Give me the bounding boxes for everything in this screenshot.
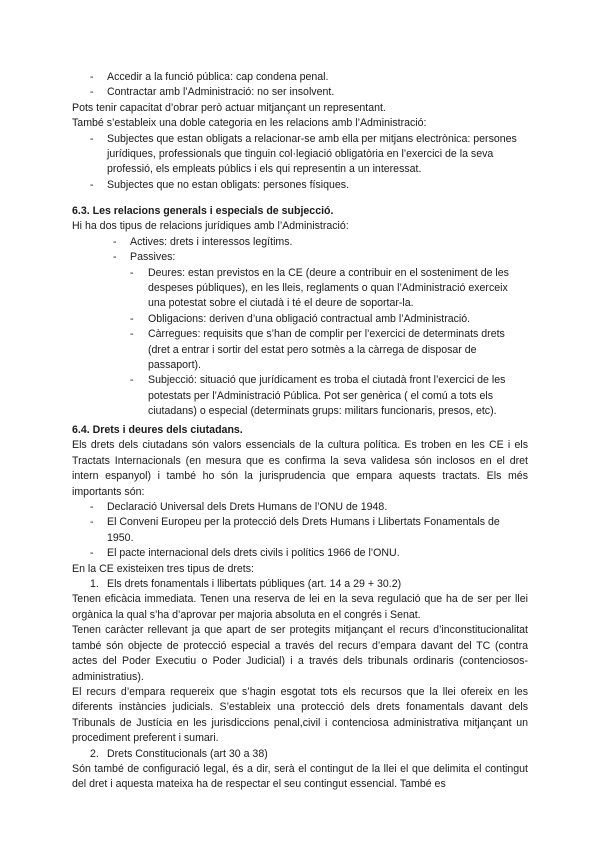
list-item [72, 85, 528, 100]
intro-block [72, 70, 528, 193]
section-heading: 6.4. Drets i deures dels ciutadans. [72, 424, 243, 436]
list-item-text: Declaració Universal dels Drets Humans de l’ONU de 1948. [107, 501, 388, 514]
dash-bullet: - [90, 547, 94, 560]
section-intro: Els drets dels ciutadans són valors essencials de la cultura política. Es troben en les CE i els Tractats Internacionals (en mesura que es confirma la seva validesa són inclosos en el dret intern espanyol) i també ho són la jurisprudencia que empara aquests tractats. Els més importants són: [72, 439, 528, 498]
dash-bullet: - [90, 86, 94, 99]
list-item [72, 546, 528, 561]
dash-bullet: - [90, 132, 94, 145]
sub-list-item [72, 266, 528, 312]
item-number: 2. [90, 747, 99, 760]
dash-bullet: - [130, 266, 134, 279]
list-item-text: Deures: estan previstos en la CE (deure a contribuir en el sosteniment de les despeses públiques), en les lleis, reglaments o quan l’Administració exerceix una potestat sobre el ciutadà i té el deure de soportar-la. [148, 266, 509, 310]
section-intro: Hi ha dos tipus de relacions jurídiques amb l’Administració: [72, 220, 349, 233]
list-item-text: Subjectes que estan obligats a relacionar-se amb ella per mitjans electrònica: persones jurídiques, professionals que tinguin col·legiació obligatòria en l’exercici de la seva professió, els empleats públics i els qui representin a un interessat. [107, 132, 517, 176]
dash-bullet: - [130, 374, 134, 387]
list-item-text: Passives: [130, 251, 176, 264]
list-item-text: El Conveni Europeu per la protecció dels Drets Humans i Llibertats Fonamentals de 1950. [107, 516, 500, 544]
list-item-text: Subjectes que no estan obligats: persones físiques. [107, 178, 350, 191]
section-6-3 [72, 204, 528, 420]
dash-bullet: - [90, 501, 94, 514]
item-number: 1. [90, 578, 99, 591]
paragraph-tipus: En la CE existeixen tres tipus de drets: [72, 562, 254, 575]
dash-bullet: - [130, 312, 134, 325]
section-6-4 [72, 423, 528, 793]
numbered-item-2 [72, 747, 528, 762]
numbered-item-text: Drets Constitucionals (art 30 a 38) [107, 747, 268, 760]
list-item [72, 178, 528, 193]
dash-bullet: - [113, 251, 117, 264]
list-item [72, 70, 528, 85]
list-item-text: Contractar amb l’Administració: no ser insolvent. [107, 86, 335, 99]
paragraph-categoria: També s’estableix una doble categoria en les relacions amb l’Administració: [72, 117, 427, 130]
section-heading: 6.3. Les relacions generals i especials de subjecció. [72, 205, 334, 217]
list-item [72, 132, 528, 178]
list-item-text: Actives: drets i interessos legítims. [130, 235, 293, 248]
list-item-text: Subjecció: situació que jurídicament es troba el ciutadà front l’exercici de les potestats per l’Administració Pública. Pot ser genèrica ( el comú a tots els ciutadans) o especial (determinats grups: militars funcionaris, presos, etc). [148, 374, 506, 418]
dash-bullet: - [130, 328, 134, 341]
list-item [72, 500, 528, 515]
dash-bullet: - [113, 235, 117, 248]
list-item-actives [72, 235, 528, 250]
list-item [72, 515, 528, 546]
list-item-text: Càrregues: requisits que s’han de complir per l’exercici de determinats drets (dret a entrar i sortir del estat pero sotmès a la càrrega de disposar de passaport). [148, 328, 505, 372]
sub-list-item [72, 312, 528, 327]
dash-bullet: - [90, 71, 94, 83]
paragraph-empara: El recurs d’empara requereix que s’hagin esgotat tots els recursos que la llei ofereix en les diferents instàncies judicials. S’estableix una protecció dels drets fonamentals davant dels Tribunals de Justícia en les jurisdiccions penal,civil i contenciosa administrativa mitjançant un procediment preferent i sumari. [72, 685, 528, 745]
sub-list-item [72, 327, 528, 373]
dash-bullet: - [90, 178, 94, 191]
numbered-item-text: Els drets fonamentals i llibertats públiques (art. 14 a 29 + 30.2) [107, 578, 402, 591]
numbered-item-1 [72, 577, 528, 592]
paragraph-configuracio: Són també de configuració legal, és a dir, serà el contingut de la llei el que delimita el contingut del dret i aquesta mateixa ha de respectar el seu contingut essencial. També es [72, 762, 528, 791]
dash-bullet: - [90, 516, 94, 529]
list-item-text: Accedir a la funció pública: cap condena penal. [107, 71, 329, 83]
list-item-text: El pacte internacional dels drets civils i polítics 1966 de l’ONU. [107, 547, 400, 560]
list-item-passives [72, 250, 528, 265]
paragraph-caracter: Tenen caràcter rellevant ja que apart de ser protegits mitjançant el recurs d’inconstitucionalitat també són objecte de protecció especial a través del recurs d’empara davant del TC (contra actes del Poder Executiu o Poder Judicial) i a través dels tribunals ordinaris (contenciosos-administratius). [72, 624, 528, 683]
sub-list-item [72, 373, 528, 419]
list-item-text: Obligacions: deriven d’una obligació contractual amb l’Administració. [148, 312, 471, 325]
paragraph-capacitat: Pots tenir capacitat d’obrar però actuar mitjançant un representant. [72, 101, 386, 114]
paragraph-eficacia: Tenen eficàcia immediata. Tenen una reserva de lei en la seva regulació que ha de ser per llei orgànica la qual s’ha d’aprovar per majoria absoluta en el congrés i Senat. [72, 593, 528, 621]
